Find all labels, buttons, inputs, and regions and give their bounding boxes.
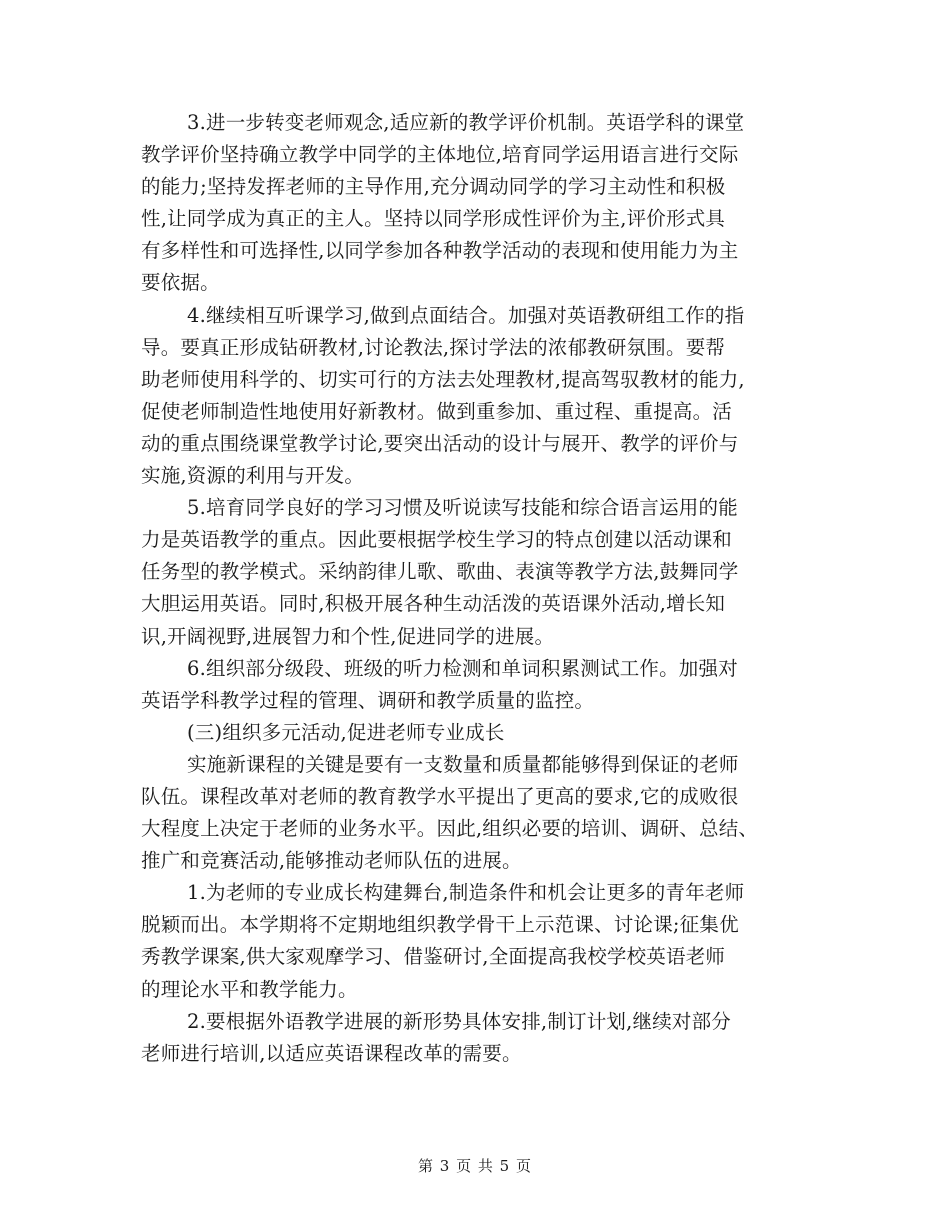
text-line: 实施,资源的利用与开发。 — [141, 464, 365, 488]
text-line: 导。要真正形成钻研教材,讨论教法,探讨学法的浓郁教研氛围。要帮 — [141, 335, 726, 359]
text-line: 识,开阔视野,进展智力和个性,促进同学的进展。 — [141, 624, 555, 648]
text-line: 动的重点围绕课堂教学讨论,要突出活动的设计与展开、教学的评价与 — [141, 431, 739, 455]
paragraph-item-1 — [141, 877, 821, 1005]
text-line: 1.为老师的专业成长构建舞台,制造条件和机会让更多的青年老师 — [187, 881, 745, 905]
text-line: 有多样性和可选择性,以同学参加各种教学活动的表现和使用能力为主 — [141, 239, 739, 263]
paragraph-item-5 — [141, 492, 821, 652]
heading-line: (三)组织多元活动,促进老师专业成长 — [187, 720, 505, 744]
paragraph-item-2 — [141, 1006, 821, 1070]
text-line: 6.组织部分级段、班级的听力检测和单词积累测试工作。加强对 — [187, 656, 738, 680]
document-body — [141, 107, 821, 1070]
text-line: 脱颖而出。本学期将不定期地组织教学骨干上示范课、讨论课;征集优 — [141, 913, 739, 937]
page-number-footer: 第 3 页 共 5 页 — [418, 1157, 532, 1175]
text-line: 促使老师制造性地使用好新教材。做到重参加、重过程、重提高。活 — [141, 399, 733, 423]
text-line: 队伍。课程改革对老师的教育教学水平提出了更高的要求,它的成败很 — [141, 784, 739, 808]
text-line: 教学评价坚持确立教学中同学的主体地位,培育同学运用语言进行交际 — [141, 143, 739, 167]
text-line: 2.要根据外语教学进展的新形势具体安排,制订计划,继续对部分 — [187, 1009, 732, 1033]
section-heading — [141, 717, 821, 749]
text-line: 4.继续相互听课学习,做到点面结合。加强对英语教研组工作的指 — [187, 303, 745, 327]
text-line: 要依据。 — [141, 271, 220, 295]
text-line: 老师进行培训,以适应英语课程改革的需要。 — [141, 1041, 522, 1065]
paragraph-item-6 — [141, 653, 821, 717]
text-line: 秀教学课案,供大家观摩学习、借鉴研讨,全面提高我校学校英语老师 — [141, 945, 726, 969]
text-line: 大程度上决定于老师的业务水平。因此,组织必要的培训、调研、总结、 — [141, 817, 759, 841]
text-line: 的能力;坚持发挥老师的主导作用,充分调动同学的学习主动性和积极 — [141, 175, 726, 199]
paragraph-item-3 — [141, 107, 821, 300]
text-line: 任务型的教学模式。采纳韵律儿歌、歌曲、表演等教学方法,鼓舞同学 — [141, 560, 739, 584]
text-line: 力是英语教学的重点。因此要根据学校生学习的特点创建以活动课和 — [141, 528, 733, 552]
text-line: 的理论水平和教学能力。 — [141, 977, 358, 1001]
text-line: 3.进一步转变老师观念,适应新的教学评价机制。英语学科的课堂 — [187, 111, 745, 134]
text-line: 性,让同学成为真正的主人。坚持以同学形成性评价为主,评价形式具 — [141, 207, 726, 231]
text-line: 助老师使用科学的、切实可行的方法去处理教材,提高驾驭教材的能力, — [141, 367, 745, 391]
text-line: 推广和竞赛活动,能够推动老师队伍的进展。 — [141, 849, 522, 873]
paragraph-item-4 — [141, 300, 821, 493]
text-line: 大胆运用英语。同时,积极开展各种生动活泼的英语课外活动,增长知 — [141, 592, 726, 616]
paragraph-intro — [141, 749, 821, 877]
text-line: 实施新课程的关键是要有一支数量和质量都能够得到保证的老师 — [187, 752, 739, 776]
text-line: 英语学科教学过程的管理、调研和教学质量的监控。 — [141, 688, 595, 712]
text-line: 5.培育同学良好的学习习惯及听说读写技能和综合语言运用的能 — [187, 496, 738, 520]
